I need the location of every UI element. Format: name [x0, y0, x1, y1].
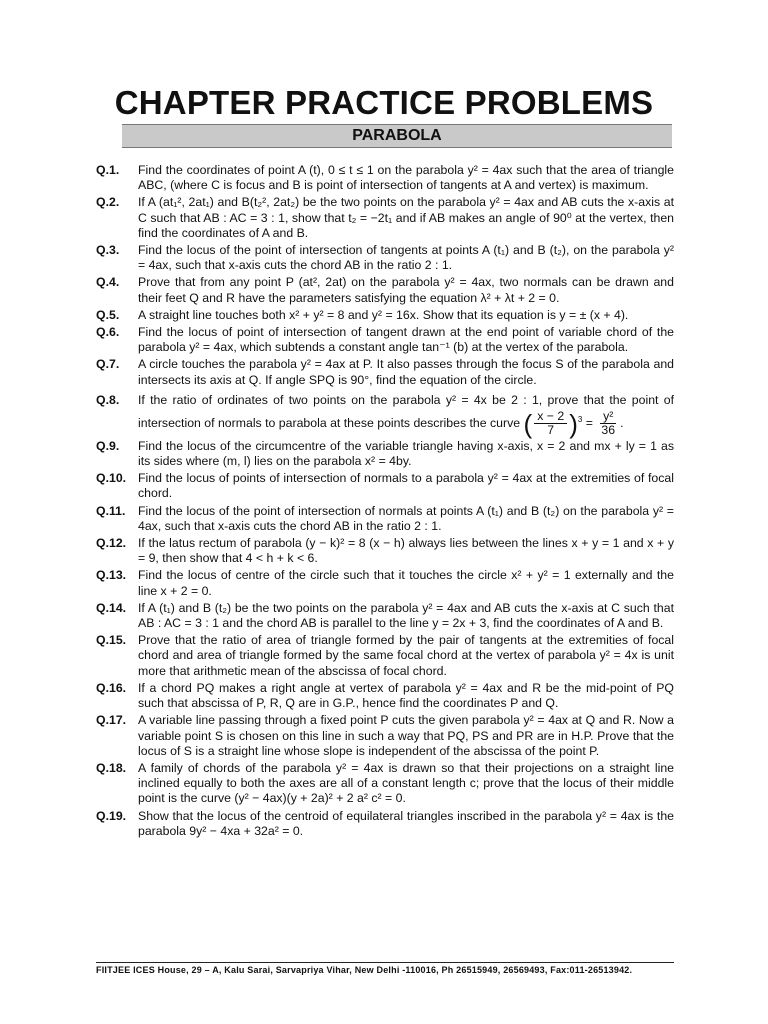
fraction-x-minus-2-over-7: [534, 410, 567, 437]
question-19: [96, 809, 674, 839]
fraction-denominator: 36: [601, 422, 616, 437]
question-6: [96, 325, 674, 355]
question-text: If A (at₁², 2at₁) and B(t₂², 2at₂) be the two points on the parabola y² = 4ax and AB cuts the x-axis at C such that AB : AC = 3 : 1, show that t₂ = −2t₁ and if AB makes an angle of 90⁰ at the vertex, then find the coordinates of A and B.: [138, 195, 674, 240]
footer-divider: [96, 962, 674, 963]
question-10: [96, 471, 674, 501]
equals-sign: =: [585, 415, 593, 430]
question-number: Q.11.: [96, 503, 126, 518]
question-number: Q.10.: [96, 471, 127, 486]
question-11: [96, 504, 674, 534]
question-number: Q.2.: [96, 195, 120, 210]
question-number: Q.5.: [96, 307, 120, 322]
question-7: [96, 357, 674, 387]
question-number: Q.16.: [96, 680, 127, 695]
question-text: Find the locus of point of intersection of tangent drawn at the end point of variable chord of the parabola y² = 4ax, which subtends a constant angle tan⁻¹ (b) at the vertex of the parabola.: [138, 325, 674, 355]
question-8: [96, 390, 674, 437]
question-number: Q.6.: [96, 325, 120, 340]
question-text: If A (t₁) and B (t₂) be the two points on the parabola y² = 4ax and AB cuts the x-axis at C such that AB : AC = 3 : 1 and the chord AB is parallel to the line y = 2x + 3, find the coordinates of A and B.: [138, 600, 674, 631]
question-number: Q.4.: [96, 275, 120, 290]
question-text: A circle touches the parabola y² = 4ax at P. It also passes through the focus S of the parabola and intersects its axis at Q. If angle SPQ is 90°, find the equation of the circle.: [138, 357, 674, 387]
fraction-numerator: x − 2: [534, 410, 567, 424]
question-9: [96, 439, 674, 469]
fraction-denominator: 7: [547, 422, 555, 437]
question-1: [96, 163, 674, 193]
question-12: [96, 536, 674, 566]
page-title: CHAPTER PRACTICE PROBLEMS: [114, 84, 654, 121]
question-text: Prove that the ratio of area of triangle formed by the pair of tangents at the extremities of focal chord and area of triangle formed by the same focal chord at the vertex of parabola y² = 4x is unit more that arithmetic mean of the abscissa of focal chord.: [138, 633, 674, 678]
period: .: [620, 415, 624, 430]
question-text: Find the locus of points of intersection of normals to a parabola y² = 4ax at the extremities of focal chord.: [138, 471, 674, 501]
question-text: Find the coordinates of point A (t), 0 ≤ t ≤ 1 on the parabola y² = 4ax such that the area of triangle ABC, (where C is focus and B is point of intersection of tangents at A and vertex) is maximum.: [138, 163, 674, 193]
question-15: [96, 633, 674, 679]
question-text: If a chord PQ makes a right angle at vertex of parabola y² = 4ax and R be the mid-point of PQ such that abscissa of P, R, Q are in G.P., hence find the coordinates P and Q.: [138, 680, 674, 711]
question-text: A family of chords of the parabola y² = 4ax is drawn so that their projections on a straight line inclined equally to both the axes are all of a constant length c; prove that the locus of their middle point is the curve (y² − 4ax)(y + 2a)² + 2 a² c² = 0.: [138, 760, 674, 806]
question-number: Q.3.: [96, 243, 120, 258]
question-number: Q.19.: [96, 808, 127, 823]
question-text: Find the locus of centre of the circle such that it touches the circle x² + y² = 1 externally and the line x + 2 = 0.: [138, 568, 674, 598]
question-list: [96, 163, 674, 841]
question-text: A variable line passing through a fixed point P cuts the given parabola y² = 4ax at Q and R. Now a variable point S is chosen on this line in such a way that PQ, PS and PR are in H.P. Prove that the locus of S is a straight line whose slope is independent of the abscissa of the point P.: [138, 713, 674, 758]
question-text: Prove that from any point P (at², 2at) on the parabola y² = 4ax, two normals can be drawn and their feet Q and R have the parameters satisfying the equation λ² + λt + 2 = 0.: [138, 275, 674, 305]
question-text: If the latus rectum of parabola (y − k)² = 8 (x − h) always lies between the lines x + y = 1 and x + y = 9, then show that 4 < h + k < 6.: [138, 536, 674, 566]
question-number: Q.15.: [96, 633, 127, 648]
question-2: [96, 195, 674, 241]
question-number: Q.1.: [96, 163, 120, 177]
question-text: Find the locus of the circumcentre of the variable triangle having x-axis, x = 2 and mx + ly = 1 as its sides where (m, l) lies on the parabola x² = 4by.: [138, 438, 674, 469]
exponent: 3: [577, 414, 583, 424]
question-5: [96, 308, 674, 323]
question-number: Q.18.: [96, 760, 127, 775]
question-number: Q.9.: [96, 438, 120, 453]
question-text-body: If the ratio of ordinates of two points on the parabola y² = 4x be 2 : 1, prove that the point of intersection of normals to parabola at these points describes the curve: [138, 392, 674, 430]
question-18: [96, 761, 674, 807]
question-16: [96, 681, 674, 711]
curve-equation: [523, 408, 624, 439]
question-number: Q.12.: [96, 536, 127, 551]
question-text: Show that the locus of the centroid of equilateral triangles inscribed in the parabola y² = 4ax is the parabola 9y² − 4xa + 32a² = 0.: [138, 808, 674, 838]
question-4: [96, 275, 674, 305]
question-text: Find the locus of the point of intersection of normals at points A (t₁) and B (t₂) on the parabola y² = 4ax, such that x-axis cuts the chord AB in the ratio 2 : 1.: [138, 503, 674, 533]
question-number: Q.14.: [96, 600, 127, 615]
question-13: [96, 568, 674, 598]
question-text: [138, 390, 674, 437]
question-17: [96, 713, 674, 759]
question-text: A straight line touches both x² + y² = 8 and y² = 16x. Show that its equation is y = ± (x + 4).: [138, 307, 629, 322]
section-bar: PARABOLA: [122, 124, 672, 148]
fraction-y2-over-36: [598, 410, 618, 437]
question-text: Find the locus of the point of intersection of tangents at points A (t₁) and B (t₂), on the parabola y² = 4ax, such that x-axis cuts the chord AB in the ratio 2 : 1.: [138, 243, 674, 273]
footer-address: FIITJEE ICES House, 29 – A, Kalu Sarai, Sarvapriya Vihar, New Delhi -110016, Ph 26515949, 26569493, Fax:011-26513942.: [96, 965, 633, 975]
fraction-numerator: y²: [600, 410, 616, 424]
question-number: Q.7.: [96, 357, 120, 372]
question-3: [96, 243, 674, 273]
question-number: Q.13.: [96, 568, 127, 583]
left-paren: (: [523, 408, 533, 439]
question-14: [96, 601, 674, 631]
question-number: Q.8.: [96, 392, 120, 407]
question-number: Q.17.: [96, 713, 127, 728]
right-paren: ): [569, 408, 578, 439]
